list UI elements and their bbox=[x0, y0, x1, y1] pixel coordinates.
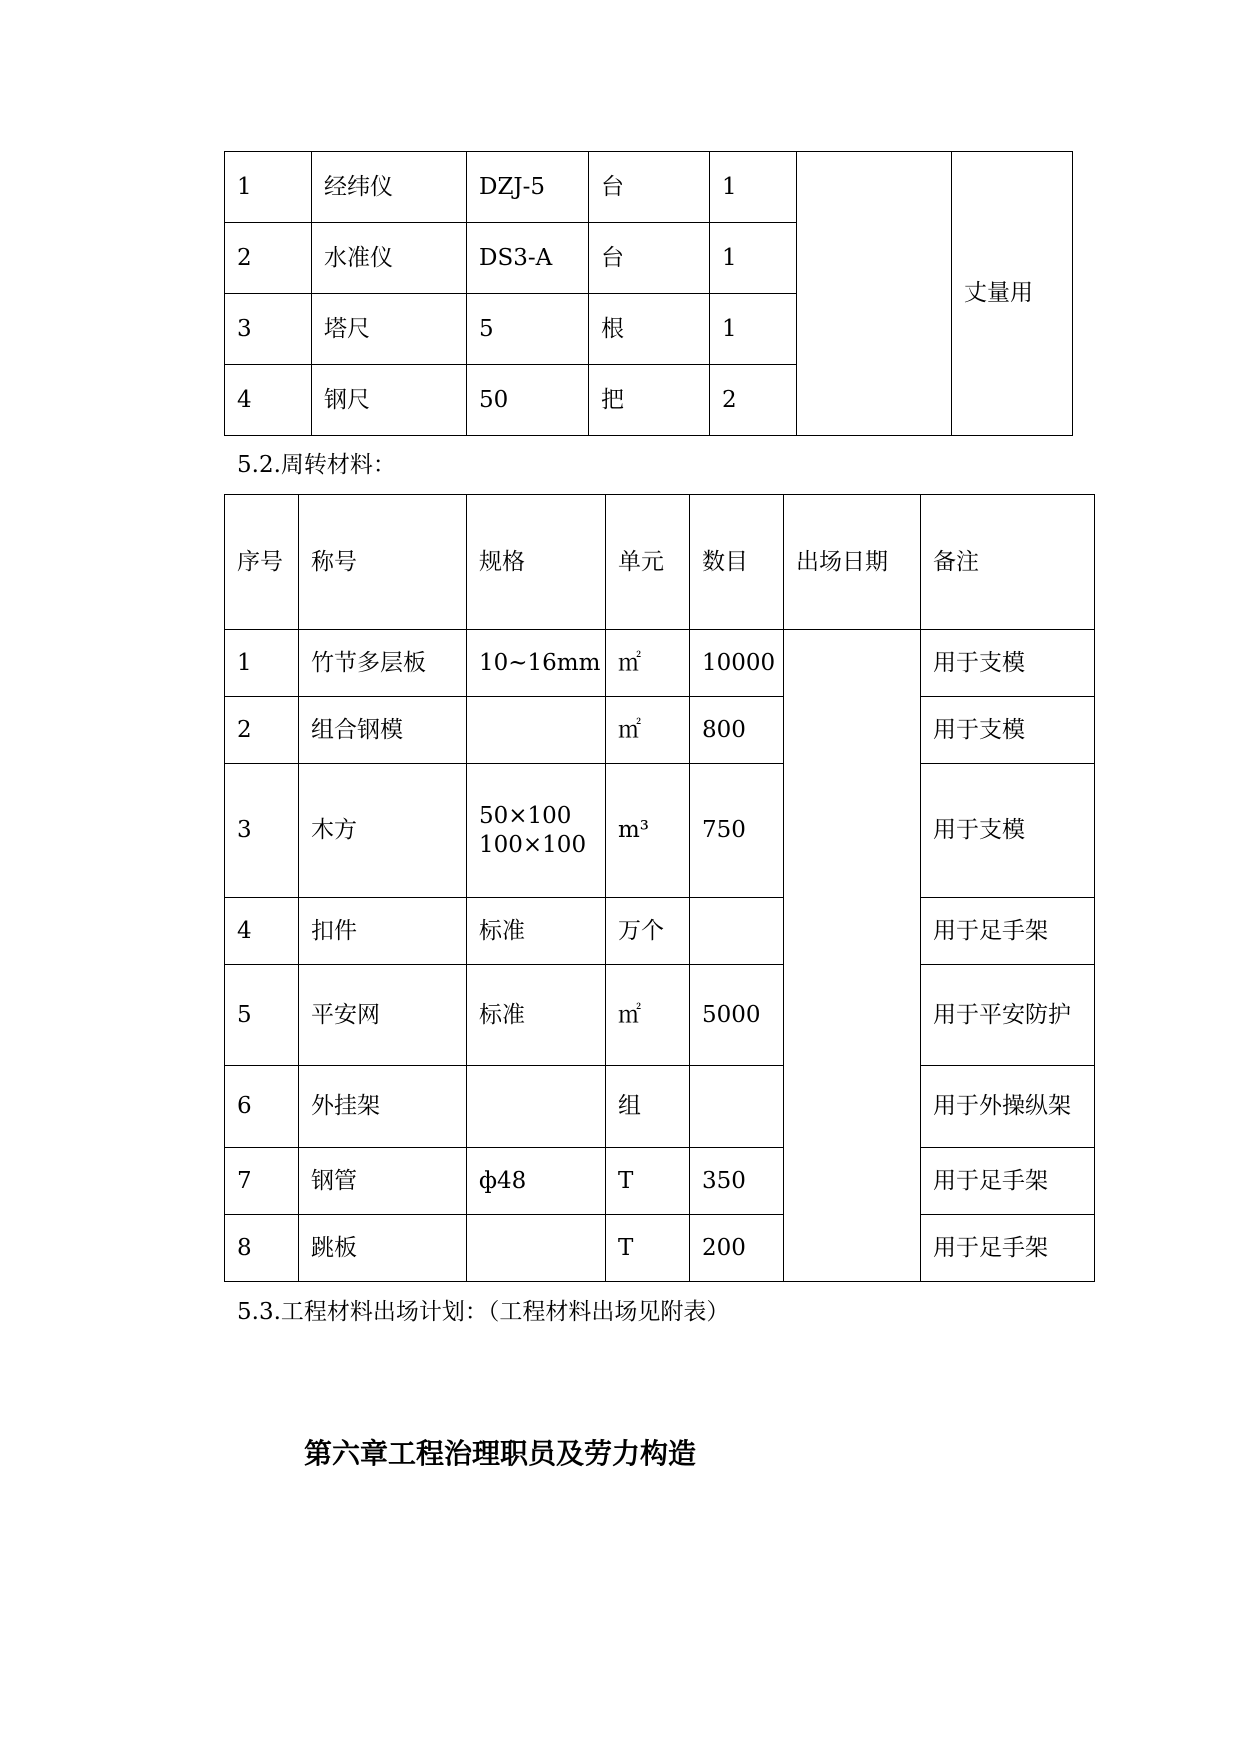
unit-cell: 万个 bbox=[606, 898, 690, 965]
spec-line: 100×100 bbox=[479, 831, 587, 858]
table-row bbox=[225, 965, 1095, 1066]
remark-cell: 用于支模 bbox=[921, 697, 1095, 764]
column-header: 称号 bbox=[299, 495, 467, 630]
table-row bbox=[225, 1066, 1095, 1148]
column-header: 单元 bbox=[606, 495, 690, 630]
row-number-cell: 4 bbox=[225, 365, 312, 436]
unit-cell: ㎡ bbox=[606, 697, 690, 764]
quantity-cell: 750 bbox=[690, 764, 784, 898]
row-number-cell: 2 bbox=[225, 697, 299, 764]
spec-cell bbox=[467, 1215, 606, 1282]
quantity-cell: 2 bbox=[710, 365, 797, 436]
material-name-cell: 外挂架 bbox=[299, 1066, 467, 1148]
quantity-cell: 1 bbox=[710, 294, 797, 365]
row-number-cell: 6 bbox=[225, 1066, 299, 1148]
spec-line: ф48 bbox=[479, 1167, 527, 1194]
remark-cell: 用于足手架 bbox=[921, 1215, 1095, 1282]
quantity-cell: 200 bbox=[690, 1215, 784, 1282]
table-row bbox=[225, 898, 1095, 965]
material-name-cell: 钢管 bbox=[299, 1148, 467, 1215]
quantity-cell: 1 bbox=[710, 152, 797, 223]
spec-line: 标准 bbox=[479, 917, 525, 944]
unit-cell: 根 bbox=[589, 294, 710, 365]
quantity-cell: 10000 bbox=[690, 630, 784, 697]
material-name-cell: 木方 bbox=[299, 764, 467, 898]
turnover-table-body bbox=[225, 495, 1095, 1282]
spec-cell bbox=[467, 630, 606, 697]
spec-cell: 5 bbox=[467, 294, 589, 365]
unit-cell: m³ bbox=[606, 764, 690, 898]
row-number-cell: 1 bbox=[225, 152, 312, 223]
note-cell-merged: 丈量用 bbox=[952, 152, 1073, 436]
row-number-cell: 5 bbox=[225, 965, 299, 1066]
spec-cell bbox=[467, 965, 606, 1066]
table-header-row bbox=[225, 495, 1095, 630]
table-row bbox=[225, 630, 1095, 697]
column-header: 规格 bbox=[467, 495, 606, 630]
unit-cell: ㎡ bbox=[606, 630, 690, 697]
spec-cell bbox=[467, 1066, 606, 1148]
column-header: 数目 bbox=[690, 495, 784, 630]
item-name-cell: 经纬仪 bbox=[312, 152, 467, 223]
item-name-cell: 钢尺 bbox=[312, 365, 467, 436]
item-name-cell: 塔尺 bbox=[312, 294, 467, 365]
turnover-materials-table bbox=[224, 494, 1095, 1282]
quantity-cell: 350 bbox=[690, 1148, 784, 1215]
spec-cell: 50 bbox=[467, 365, 589, 436]
unit-cell: 把 bbox=[589, 365, 710, 436]
row-number-cell: 7 bbox=[225, 1148, 299, 1215]
material-name-cell: 平安网 bbox=[299, 965, 467, 1066]
quantity-cell: 1 bbox=[710, 223, 797, 294]
spec-line: 标准 bbox=[479, 1001, 525, 1028]
remark-cell: 用于支模 bbox=[921, 630, 1095, 697]
quantity-cell bbox=[690, 1066, 784, 1148]
material-name-cell: 竹节多层板 bbox=[299, 630, 467, 697]
table-row bbox=[225, 1215, 1095, 1282]
row-number-cell: 8 bbox=[225, 1215, 299, 1282]
column-header: 出场日期 bbox=[784, 495, 921, 630]
exit-date-cell-merged bbox=[784, 630, 921, 1282]
remark-cell: 用于足手架 bbox=[921, 1148, 1095, 1215]
material-name-cell: 组合钢模 bbox=[299, 697, 467, 764]
quantity-cell: 5000 bbox=[690, 965, 784, 1066]
unit-cell: 组 bbox=[606, 1066, 690, 1148]
spec-cell bbox=[467, 697, 606, 764]
spec-cell: DZJ-5 bbox=[467, 152, 589, 223]
spec-cell bbox=[467, 764, 606, 898]
date-cell-merged bbox=[797, 152, 952, 436]
unit-cell: T bbox=[606, 1148, 690, 1215]
spec-line: 10~16mm bbox=[479, 649, 601, 676]
row-number-cell: 1 bbox=[225, 630, 299, 697]
unit-cell: ㎡ bbox=[606, 965, 690, 1066]
row-number-cell: 2 bbox=[225, 223, 312, 294]
unit-cell: 台 bbox=[589, 152, 710, 223]
equipment-table bbox=[224, 151, 1073, 436]
spec-line: 50×100 bbox=[479, 802, 572, 829]
spec-cell bbox=[467, 898, 606, 965]
remark-cell: 用于支模 bbox=[921, 764, 1095, 898]
row-number-cell: 4 bbox=[225, 898, 299, 965]
column-header: 备注 bbox=[921, 495, 1095, 630]
quantity-cell bbox=[690, 898, 784, 965]
spec-cell bbox=[467, 1148, 606, 1215]
spec-cell: DS3-A bbox=[467, 223, 589, 294]
unit-cell: 台 bbox=[589, 223, 710, 294]
section-5-3-text: 5.3.工程材料出场计划：（工程材料出场见附表） bbox=[237, 1299, 730, 1325]
remark-cell: 用于平安防护 bbox=[921, 965, 1095, 1066]
table-row bbox=[225, 697, 1095, 764]
equipment-table-body bbox=[225, 152, 1073, 436]
table-row bbox=[225, 764, 1095, 898]
row-number-cell: 3 bbox=[225, 764, 299, 898]
material-name-cell: 跳板 bbox=[299, 1215, 467, 1282]
column-header: 序号 bbox=[225, 495, 299, 630]
chapter-title: 第六章工程治理职员及劳力构造 bbox=[304, 1437, 697, 1470]
item-name-cell: 水准仪 bbox=[312, 223, 467, 294]
table-row bbox=[225, 1148, 1095, 1215]
section-5-2-heading: 5.2.周转材料： bbox=[237, 452, 396, 478]
remark-cell: 用于足手架 bbox=[921, 898, 1095, 965]
material-name-cell: 扣件 bbox=[299, 898, 467, 965]
table-row bbox=[225, 152, 1073, 223]
unit-cell: T bbox=[606, 1215, 690, 1282]
row-number-cell: 3 bbox=[225, 294, 312, 365]
remark-cell: 用于外操纵架 bbox=[921, 1066, 1095, 1148]
quantity-cell: 800 bbox=[690, 697, 784, 764]
